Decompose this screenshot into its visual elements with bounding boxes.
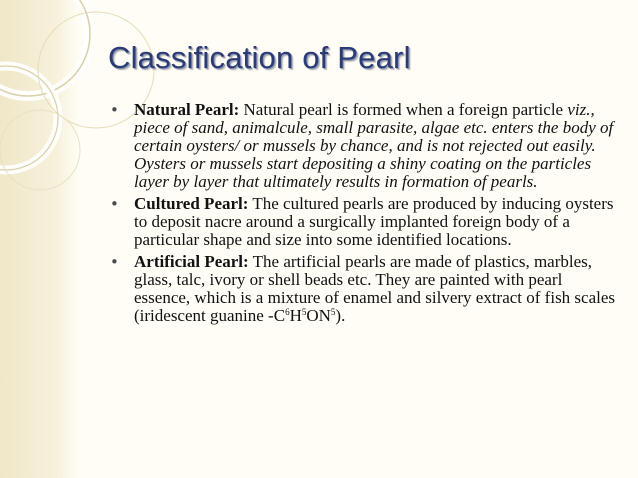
formula-part: H [289,306,302,325]
formula-part: ON [306,306,331,325]
list-item [108,101,618,191]
item-term: Cultured Pearl: [134,194,249,213]
formula-subscript: 6 [285,307,290,317]
list-item [108,195,618,249]
bullet-icon: • [110,253,119,271]
item-term: Artificial Pearl: [134,252,249,271]
item-term: Natural Pearl: [134,100,240,119]
bullet-list [108,101,618,329]
bullet-icon: • [110,195,119,213]
bullet-icon: • [110,101,119,119]
list-item [108,253,618,325]
item-text: The cultured pearls are produced by inducing oysters to deposit nacre around a surgically implanted foreign body of a particular shape and size into some identified locations. [134,194,614,249]
item-text: Natural pearl is formed when a foreign particle [239,100,568,119]
item-text: The artificial pearls are made of plastics, marbles, glass, talc, ivory or shell beads etc. They are painted with pearl essence, which is a mixture of enamel and silvery extract of fish scales (iridescent guanine -C [134,252,616,325]
item-text-end: ). [335,306,346,325]
formula-subscript: 5 [301,307,307,317]
slide-title: Classification of Pearl [108,40,411,75]
item-text-italic: viz., piece of sand, animalcule, small parasite, algae etc. enters the body of certain oysters/ or mussels by chance, and is not rejected out easily. Oysters or mussels start depositing a shiny coating on the particles layer by layer that ultimately results in formation of pearls. [134,100,614,191]
formula-subscript: 5 [330,307,336,317]
